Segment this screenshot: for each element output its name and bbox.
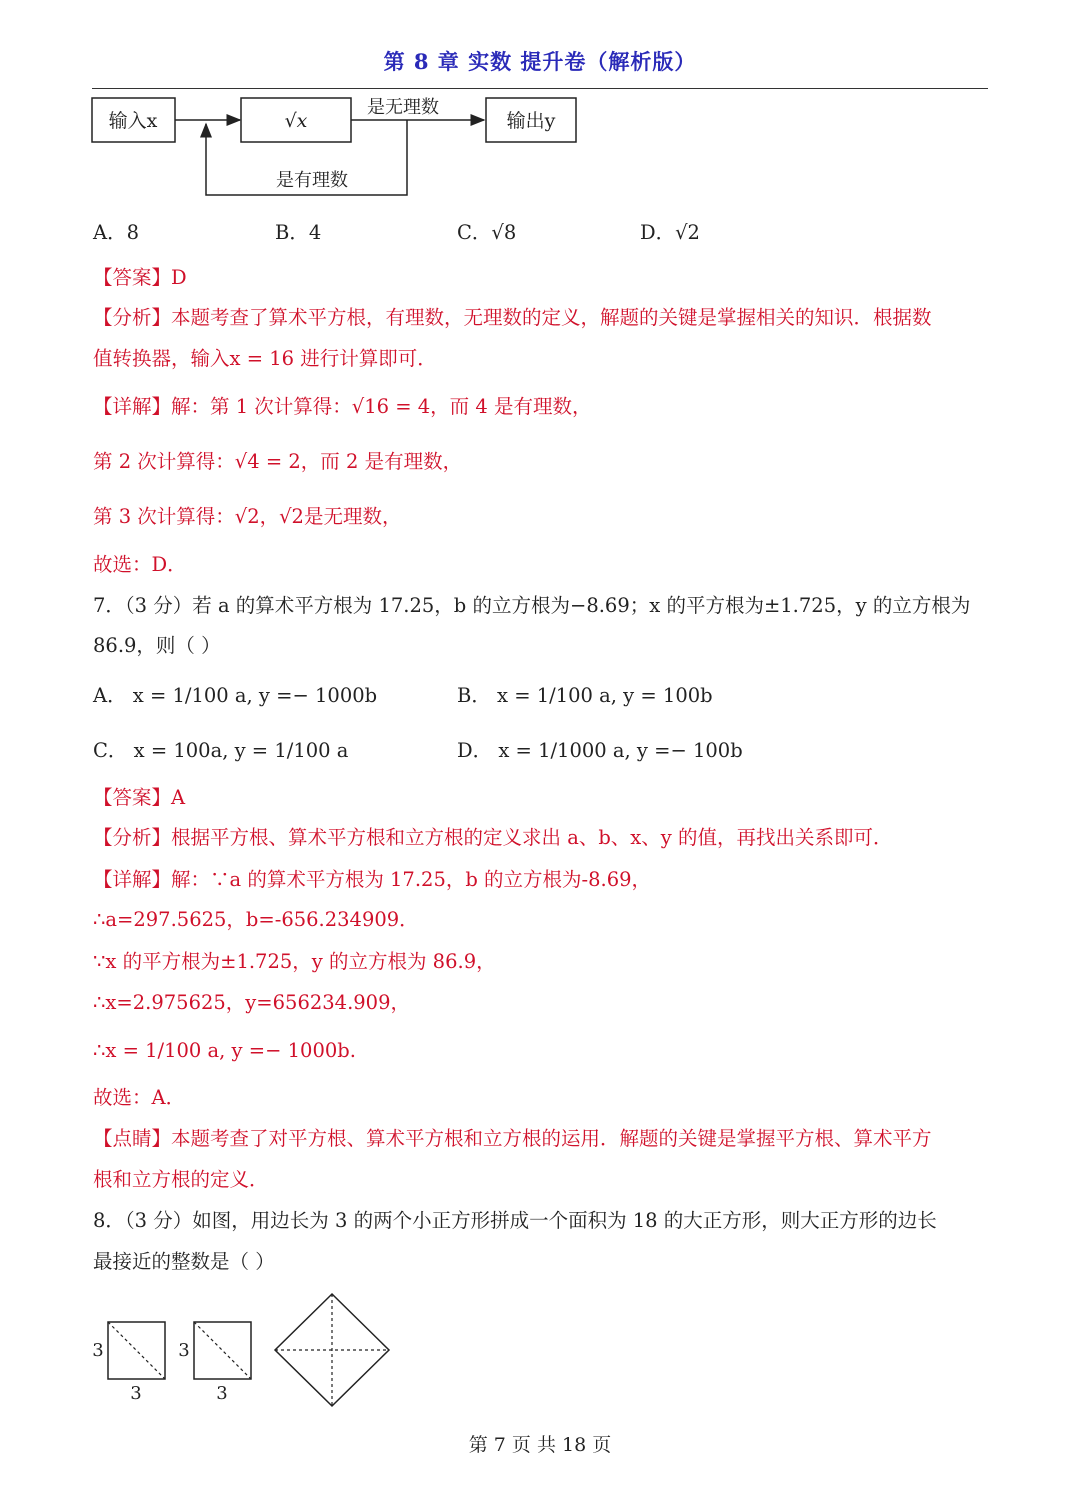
q6-option-d: D．√2: [640, 221, 700, 244]
q7-detail-line2: ∴a=297.5625，b=-656.234909．: [93, 908, 419, 931]
sqrt-label: √x: [284, 110, 308, 132]
q6-option-b: B．4: [275, 221, 322, 244]
rational-label: 是有理数: [276, 170, 348, 191]
small-square-2-side-label: 3: [178, 1340, 190, 1361]
flow-diagram: [88, 94, 588, 200]
q6-detail-line3: 第 3 次计算得：√2，√2是无理数，: [93, 505, 402, 528]
input-label: 输入x: [108, 110, 158, 132]
q7-analysis: 【分析】根据平方根、算术平方根和立方根的定义求出 a、b、x、y 的值，再找出关系即可．: [93, 826, 893, 849]
q8-figure: [88, 1288, 398, 1413]
q6-option-c: C．√8: [457, 221, 517, 244]
q7-detail-line5: ∴x = 1/100 a, y =− 1000b.: [93, 1039, 356, 1062]
output-label: 输出y: [506, 110, 556, 132]
q6-option-a: A．8: [93, 221, 139, 244]
q7-choice: 故选：A．: [93, 1086, 186, 1109]
small-square-2-base-label: 3: [216, 1383, 228, 1404]
q6-analysis-line1: 【分析】本题考查了算术平方根，有理数，无理数的定义，解题的关键是掌握相关的知识．根据数: [93, 306, 932, 329]
small-square-2-diagonal: [194, 1322, 251, 1379]
q7-stem-line2: 86.9，则（ ）: [93, 634, 221, 657]
q7-detail-line3: ∵x 的平方根为±1.725，y 的立方根为 86.9，: [93, 950, 496, 973]
q7-option-b: B． x = 1/100 a, y = 100b: [457, 684, 713, 707]
q7-option-d: D． x = 1/1000 a, y =− 100b: [457, 739, 743, 762]
small-square-1-side-label: 3: [92, 1340, 104, 1361]
q7-stem-line1: 7．（3 分）若 a 的算术平方根为 17.25，b 的立方根为−8.69；x 的平方根为±1.725，y 的立方根为: [93, 594, 971, 617]
q8-stem-line2: 最接近的整数是（ ）: [93, 1250, 275, 1273]
q6-choice: 故选：D．: [93, 553, 187, 576]
q7-comment-line1: 【点睛】本题考查了对平方根、算术平方根和立方根的运用．解题的关键是掌握平方根、算术平方: [93, 1127, 932, 1150]
q7-detail-line4: ∴x=2.975625，y=656234.909，: [93, 991, 410, 1014]
q7-option-a: A． x = 1/100 a, y =− 1000b: [93, 684, 378, 707]
page-title: 第 8 章 实数 提升卷（解析版）: [383, 49, 697, 74]
small-square-1-base-label: 3: [130, 1383, 142, 1404]
page-footer: 第 7 页 共 18 页: [468, 1434, 612, 1456]
q6-detail-line1: 【详解】解：第 1 次计算得：√16 = 4，而 4 是有理数，: [93, 395, 592, 418]
q6-analysis-line2: 值转换器，输入x = 16 进行计算即可．: [93, 347, 437, 370]
header-rule: [92, 88, 988, 89]
irrational-label: 是无理数: [367, 97, 439, 118]
q7-comment-line2: 根和立方根的定义．: [93, 1168, 269, 1191]
q7-option-c: C． x = 100a, y = 1/100 a: [93, 739, 349, 762]
q6-answer: 【答案】D: [93, 266, 187, 289]
q6-detail-line2: 第 2 次计算得：√4 = 2，而 2 是有理数，: [93, 450, 463, 473]
q7-answer: 【答案】A: [93, 786, 186, 809]
small-square-1-diagonal: [108, 1322, 165, 1379]
q7-detail-line1: 【详解】解：∵a 的算术平方根为 17.25，b 的立方根为-8.69，: [93, 868, 652, 891]
q8-stem-line1: 8．（3 分）如图，用边长为 3 的两个小正方形拼成一个面积为 18 的大正方形，则大正方形的边长: [93, 1209, 937, 1232]
